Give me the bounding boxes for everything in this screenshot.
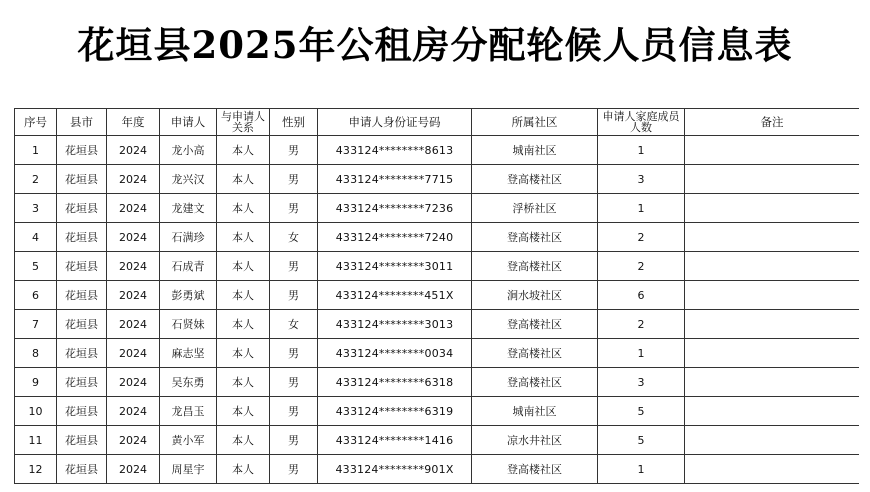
cell-family-size: 1 [598, 194, 685, 223]
cell-relation: 本人 [217, 136, 270, 165]
cell-seq: 4 [15, 223, 57, 252]
cell-remark [685, 455, 860, 484]
cell-remark [685, 397, 860, 426]
cell-gender: 男 [270, 339, 318, 368]
cell-county: 花垣县 [57, 426, 107, 455]
cell-id-number: 433124********451X [318, 281, 472, 310]
cell-community: 涧水坡社区 [472, 281, 598, 310]
cell-year: 2024 [107, 252, 160, 281]
table-row [15, 223, 860, 252]
cell-applicant: 石贤妹 [160, 310, 217, 339]
cell-family-size: 1 [598, 136, 685, 165]
cell-applicant: 黄小军 [160, 426, 217, 455]
cell-applicant: 石成青 [160, 252, 217, 281]
cell-community: 凉水井社区 [472, 426, 598, 455]
cell-family-size: 1 [598, 455, 685, 484]
cell-remark [685, 426, 860, 455]
cell-family-size: 2 [598, 223, 685, 252]
cell-remark [685, 281, 860, 310]
table-row [15, 455, 860, 484]
cell-seq: 10 [15, 397, 57, 426]
cell-community: 城南社区 [472, 397, 598, 426]
cell-gender: 男 [270, 136, 318, 165]
cell-gender: 男 [270, 397, 318, 426]
cell-year: 2024 [107, 455, 160, 484]
cell-gender: 男 [270, 194, 318, 223]
cell-seq: 12 [15, 455, 57, 484]
cell-seq: 8 [15, 339, 57, 368]
cell-relation: 本人 [217, 165, 270, 194]
table-row [15, 165, 860, 194]
cell-year: 2024 [107, 223, 160, 252]
cell-family-size: 1 [598, 339, 685, 368]
cell-remark [685, 194, 860, 223]
cell-id-number: 433124********0034 [318, 339, 472, 368]
cell-id-number: 433124********6318 [318, 368, 472, 397]
cell-id-number: 433124********6319 [318, 397, 472, 426]
cell-relation: 本人 [217, 281, 270, 310]
cell-community: 登高楼社区 [472, 223, 598, 252]
cell-applicant: 彭勇斌 [160, 281, 217, 310]
cell-remark [685, 165, 860, 194]
cell-applicant: 麻志坚 [160, 339, 217, 368]
cell-gender: 女 [270, 310, 318, 339]
header-family-size: 申请人家庭成员人数 [598, 109, 685, 136]
header-applicant: 申请人 [160, 109, 217, 136]
cell-family-size: 3 [598, 165, 685, 194]
cell-year: 2024 [107, 165, 160, 194]
cell-id-number: 433124********7715 [318, 165, 472, 194]
cell-gender: 男 [270, 368, 318, 397]
cell-community: 登高楼社区 [472, 339, 598, 368]
cell-community: 浮桥社区 [472, 194, 598, 223]
table-row [15, 136, 860, 165]
cell-remark [685, 223, 860, 252]
cell-applicant: 龙建文 [160, 194, 217, 223]
cell-seq: 3 [15, 194, 57, 223]
cell-gender: 男 [270, 252, 318, 281]
cell-year: 2024 [107, 339, 160, 368]
header-community: 所属社区 [472, 109, 598, 136]
header-year: 年度 [107, 109, 160, 136]
cell-relation: 本人 [217, 310, 270, 339]
cell-county: 花垣县 [57, 339, 107, 368]
cell-county: 花垣县 [57, 368, 107, 397]
cell-applicant: 石满珍 [160, 223, 217, 252]
cell-relation: 本人 [217, 368, 270, 397]
table-row [15, 281, 860, 310]
cell-county: 花垣县 [57, 397, 107, 426]
cell-family-size: 2 [598, 310, 685, 339]
cell-family-size: 6 [598, 281, 685, 310]
table-row [15, 310, 860, 339]
table-container [14, 108, 859, 492]
cell-seq: 1 [15, 136, 57, 165]
table-row [15, 397, 860, 426]
table-row [15, 368, 860, 397]
cell-relation: 本人 [217, 252, 270, 281]
cell-applicant: 周星宇 [160, 455, 217, 484]
cell-community: 登高楼社区 [472, 455, 598, 484]
cell-remark [685, 136, 860, 165]
cell-county: 花垣县 [57, 223, 107, 252]
cell-remark [685, 310, 860, 339]
cell-county: 花垣县 [57, 136, 107, 165]
cell-year: 2024 [107, 136, 160, 165]
cell-id-number: 433124********8613 [318, 136, 472, 165]
cell-relation: 本人 [217, 194, 270, 223]
table-body [15, 136, 860, 484]
cell-seq: 7 [15, 310, 57, 339]
page-title: 花垣县2025年公租房分配轮候人员信息表 [77, 23, 793, 67]
cell-family-size: 2 [598, 252, 685, 281]
applicant-table [14, 108, 859, 484]
cell-county: 花垣县 [57, 281, 107, 310]
cell-year: 2024 [107, 194, 160, 223]
cell-year: 2024 [107, 310, 160, 339]
cell-relation: 本人 [217, 339, 270, 368]
cell-community: 城南社区 [472, 136, 598, 165]
header-gender: 性别 [270, 109, 318, 136]
cell-family-size: 5 [598, 426, 685, 455]
table-row [15, 194, 860, 223]
cell-relation: 本人 [217, 397, 270, 426]
cell-remark [685, 339, 860, 368]
header-relation: 与申请人关系 [217, 109, 270, 136]
cell-id-number: 433124********3011 [318, 252, 472, 281]
cell-applicant: 龙小高 [160, 136, 217, 165]
cell-gender: 男 [270, 455, 318, 484]
cell-county: 花垣县 [57, 310, 107, 339]
cell-community: 登高楼社区 [472, 310, 598, 339]
cell-id-number: 433124********1416 [318, 426, 472, 455]
cell-applicant: 吴东勇 [160, 368, 217, 397]
cell-family-size: 5 [598, 397, 685, 426]
cell-gender: 男 [270, 426, 318, 455]
cell-relation: 本人 [217, 455, 270, 484]
table-header-row [15, 109, 860, 136]
cell-seq: 9 [15, 368, 57, 397]
cell-county: 花垣县 [57, 194, 107, 223]
cell-remark [685, 252, 860, 281]
cell-family-size: 3 [598, 368, 685, 397]
header-remark: 备注 [685, 109, 860, 136]
cell-year: 2024 [107, 397, 160, 426]
cell-id-number: 433124********3013 [318, 310, 472, 339]
cell-seq: 5 [15, 252, 57, 281]
cell-community: 登高楼社区 [472, 165, 598, 194]
cell-gender: 女 [270, 223, 318, 252]
cell-county: 花垣县 [57, 165, 107, 194]
cell-relation: 本人 [217, 223, 270, 252]
cell-year: 2024 [107, 281, 160, 310]
cell-county: 花垣县 [57, 252, 107, 281]
header-seq: 序号 [15, 109, 57, 136]
header-id-number: 申请人身份证号码 [318, 109, 472, 136]
cell-applicant: 龙昌玉 [160, 397, 217, 426]
table-row [15, 426, 860, 455]
cell-community: 登高楼社区 [472, 368, 598, 397]
table-row [15, 339, 860, 368]
cell-remark [685, 368, 860, 397]
cell-relation: 本人 [217, 426, 270, 455]
cell-seq: 6 [15, 281, 57, 310]
cell-applicant: 龙兴汉 [160, 165, 217, 194]
cell-gender: 男 [270, 281, 318, 310]
cell-gender: 男 [270, 165, 318, 194]
cell-seq: 2 [15, 165, 57, 194]
cell-seq: 11 [15, 426, 57, 455]
cell-community: 登高楼社区 [472, 252, 598, 281]
cell-id-number: 433124********7236 [318, 194, 472, 223]
table-row [15, 252, 860, 281]
cell-county: 花垣县 [57, 455, 107, 484]
cell-year: 2024 [107, 426, 160, 455]
cell-id-number: 433124********7240 [318, 223, 472, 252]
header-county: 县市 [57, 109, 107, 136]
cell-id-number: 433124********901X [318, 455, 472, 484]
cell-year: 2024 [107, 368, 160, 397]
